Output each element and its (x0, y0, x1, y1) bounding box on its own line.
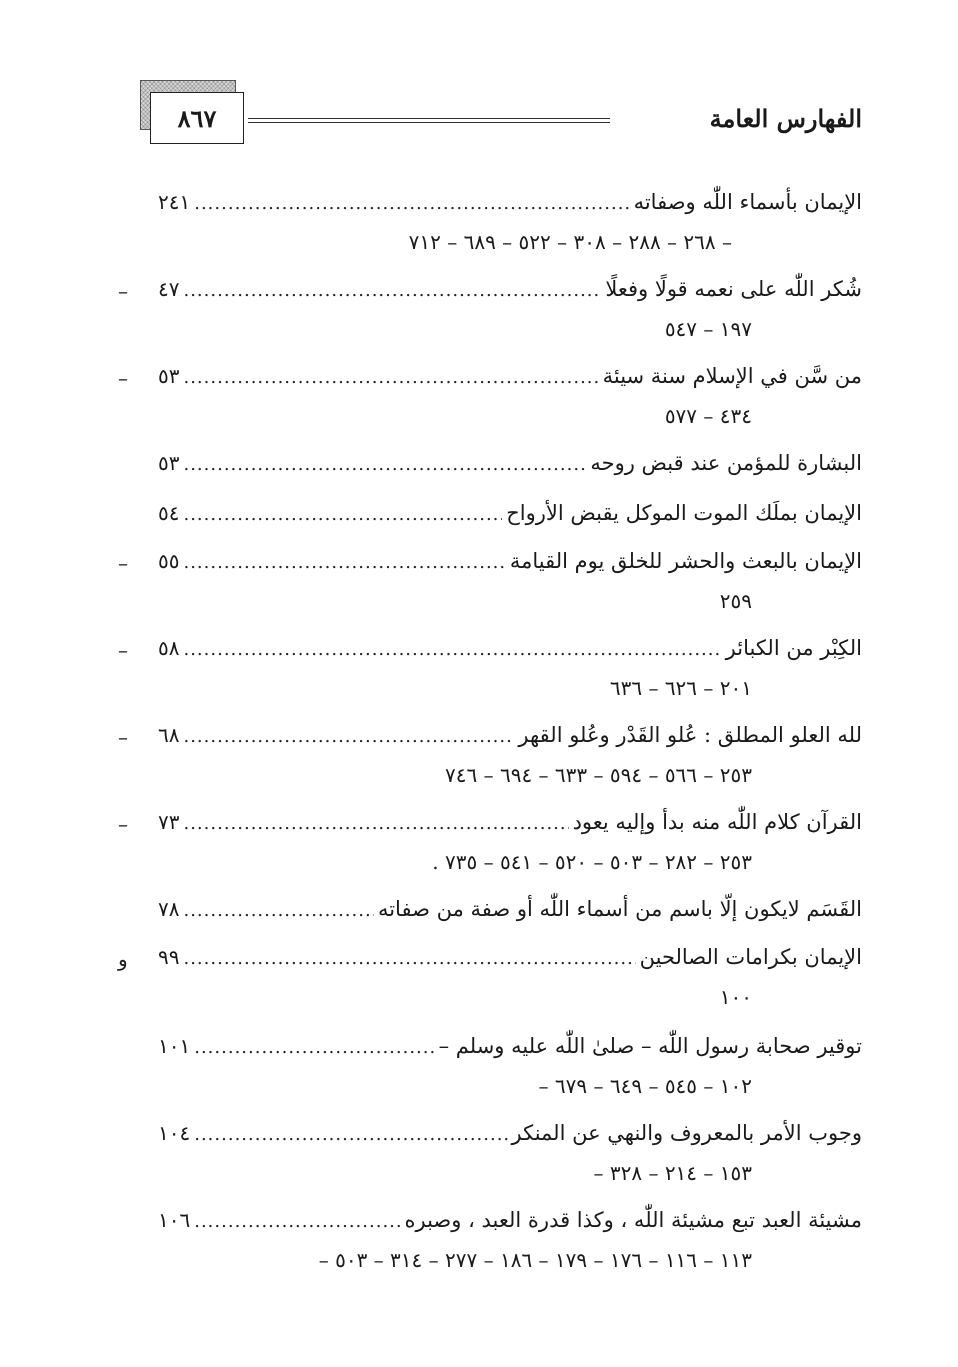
dot-leader (183, 948, 635, 969)
entry-page: ٦٨ (158, 723, 180, 747)
entry-continuation: – ٢٦٨ – ٢٨٨ – ٣٠٨ – ٥٢٢ – ٦٨٩ – ٧١٢ (408, 230, 732, 254)
entry-page: ١٠٤ (158, 1121, 191, 1145)
entry-tail: – (118, 551, 128, 575)
entry-page: ١٠٦ (158, 1208, 191, 1232)
dot-leader (194, 1211, 400, 1232)
dot-leader (183, 504, 502, 525)
header-rule (248, 118, 610, 123)
entry-continuation: ٢٥٣ – ٢٨٢ – ٥٠٣ – ٥٢٠ – ٥٤١ – ٧٣٥ . (432, 850, 752, 874)
entry-tail: – (118, 725, 128, 749)
dot-leader (183, 639, 721, 660)
entry-page: ٢٤١ (158, 190, 191, 214)
entry-title: توقير صحابة رسول اللّٰه – صلىٰ اللّٰه عليه وسلم – (438, 1034, 862, 1058)
dot-leader (183, 552, 505, 573)
entry-page: ٤٧ (158, 277, 180, 301)
dot-leader (194, 1124, 507, 1145)
entry-title: الإيمان بأسماء اللّٰه وصفاته (633, 190, 862, 214)
page-header-title: الفهارس العامة (709, 104, 862, 133)
dot-leader (194, 193, 629, 214)
entry-page: ١٠١ (158, 1034, 191, 1058)
entry-tail: – (118, 366, 128, 390)
entry-page: ٥٣ (158, 364, 180, 388)
entry-page: ٥٣ (158, 451, 180, 475)
entry-continuation: ٤٣٤ – ٥٧٧ (664, 404, 752, 428)
entry-title: من سَّن في الإسلام سنة سيئة (602, 364, 862, 388)
entry-page: ٧٣ (158, 810, 180, 834)
entry-title: القرآن كلام اللّٰه منه بدأ وإليه يعود (572, 810, 862, 834)
entry-title: لله العلو المطلق : عُلو القَدْر وعُلو القهر (518, 723, 862, 747)
index-entry (118, 364, 862, 452)
entry-tail: – (118, 638, 128, 662)
entry-title: القَسَم لايكون إلّا باسم من أسماء اللّٰه أو صفة من صفاته (377, 897, 862, 921)
dot-leader (183, 280, 601, 301)
entry-title: الإيمان بالبعث والحشر للخلق يوم القيامة (509, 549, 862, 573)
entry-title: مشيئة العبد تبع مشيئة اللّٰه ، وكذا قدرة العبد ، وصبره (404, 1208, 862, 1232)
index-entry (118, 549, 862, 637)
page-number: ٨٦٧ (150, 92, 244, 144)
entry-continuation: ١١٣ – ١١٦ – ١٧٦ – ١٧٩ – ١٨٦ – ٢٧٧ – ٣١٤ – ٥٠٣ – (318, 1248, 752, 1272)
entry-page: ٩٩ (158, 945, 180, 969)
entry-continuation: ١٩٧ – ٥٤٧ (664, 317, 752, 341)
index-entry (118, 1121, 862, 1209)
entry-tail: – (118, 812, 128, 836)
dot-leader (194, 1037, 434, 1058)
entry-tail: و (118, 947, 128, 971)
index-entry (118, 190, 862, 278)
index-entry (118, 636, 862, 724)
dot-leader (183, 726, 514, 747)
dot-leader (183, 813, 568, 834)
dot-leader (183, 454, 586, 475)
entry-title: شُكر اللّٰه على نعمه قولًا وفعلًا (605, 277, 862, 301)
entry-title: الكِبْر من الكبائر (725, 636, 862, 660)
entry-page: ٧٨ (158, 897, 180, 921)
entry-page: ٥٨ (158, 636, 180, 660)
entry-title: الإيمان بملَك الموت الموكل يقبض الأرواح (506, 501, 862, 525)
index-entry (118, 810, 862, 898)
entry-continuation: ١٠٠ (719, 985, 752, 1009)
entry-title: الإيمان بكرامات الصالحين (639, 945, 862, 969)
entry-continuation: ٢٠١ – ٦٢٦ – ٦٣٦ (609, 676, 752, 700)
entry-tail: – (118, 279, 128, 303)
entry-title: وجوب الأمر بالمعروف والنهي عن المنكر (511, 1121, 862, 1145)
dot-leader (183, 367, 598, 388)
index-entry (118, 1208, 862, 1296)
index-entry (118, 723, 862, 811)
entry-page: ٥٤ (158, 501, 180, 525)
index-entry (118, 277, 862, 365)
entry-title: البشارة للمؤمن عند قبض روحه (590, 451, 862, 475)
index-entry (118, 1034, 862, 1122)
index-entry (118, 945, 862, 1033)
entry-continuation: ١٥٣ – ٢١٤ – ٣٢٨ – (593, 1161, 752, 1185)
entry-page: ٥٥ (158, 549, 180, 573)
dot-leader (183, 900, 373, 921)
entry-continuation: ٢٥٩ (719, 589, 752, 613)
entry-continuation: ٢٥٣ – ٥٦٦ – ٥٩٤ – ٦٣٣ – ٦٩٤ – ٧٤٦ (445, 763, 752, 787)
entry-continuation: ١٠٢ – ٥٤٥ – ٦٤٩ – ٦٧٩ – (538, 1074, 752, 1098)
